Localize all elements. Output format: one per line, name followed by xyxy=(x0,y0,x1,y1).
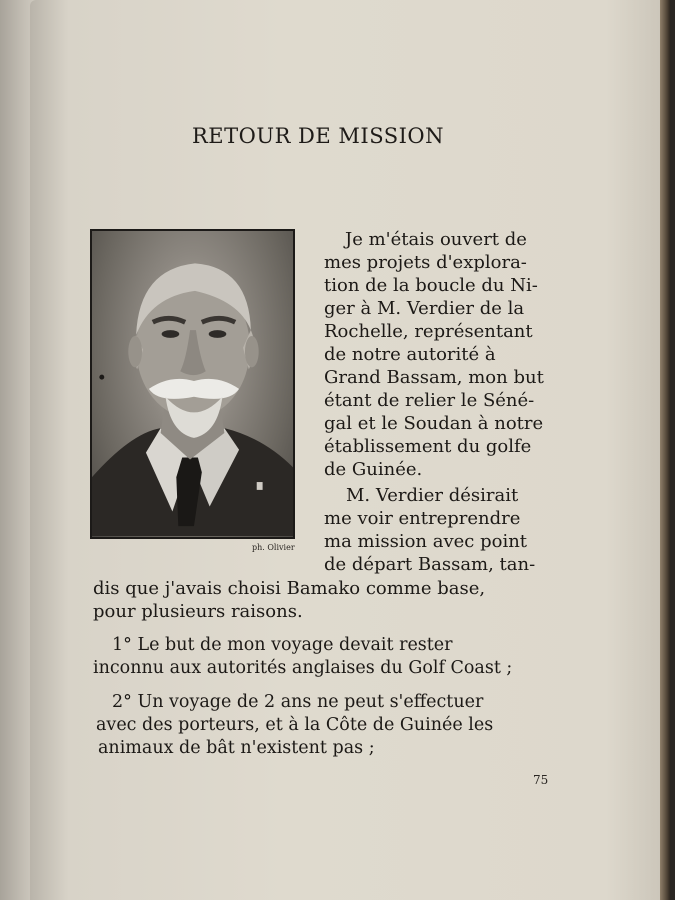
photo-caption: ph. Olivier xyxy=(252,543,295,552)
text-line: animaux de bât n'existent pas ; xyxy=(98,738,375,758)
text-line: pour plusieurs raisons. xyxy=(93,601,303,622)
text-line: dis que j'avais choisi Bamako comme base, xyxy=(93,578,486,599)
text-line: gal et le Soudan à notre xyxy=(324,413,544,434)
text-line: 2° Un voyage de 2 ans ne peut s'effectuer xyxy=(112,692,484,712)
text-line: ma mission avec point xyxy=(324,531,528,552)
text-line: Je m'étais ouvert de xyxy=(345,229,527,250)
page-number: 75 xyxy=(533,773,549,787)
chapter-title: RETOUR DE MISSION xyxy=(192,124,444,148)
text-line: mes projets d'explora- xyxy=(324,252,527,273)
page-edge-shadow xyxy=(660,0,670,900)
text-line: de départ Bassam, tan- xyxy=(324,554,536,575)
text-line: 1° Le but de mon voyage devait rester xyxy=(112,635,453,655)
text-line: Grand Bassam, mon but xyxy=(324,367,544,388)
text-line: inconnu aux autorités anglaises du Golf Coast ; xyxy=(93,658,513,678)
text-line: de Guinée. xyxy=(324,459,423,480)
text-line: de notre autorité à xyxy=(324,344,496,365)
text-line: étant de relier le Séné- xyxy=(324,390,535,411)
text-line: avec des porteurs, et à la Côte de Guinée les xyxy=(96,715,494,735)
text-line: M. Verdier désirait xyxy=(346,485,519,506)
text-line: tion de la boucle du Ni- xyxy=(324,275,538,296)
text-line: Rochelle, représentant xyxy=(324,321,533,342)
text-line: me voir entreprendre xyxy=(324,508,521,529)
text-line: établissement du golfe xyxy=(324,436,532,457)
portrait-photo xyxy=(90,229,295,539)
text-line: ger à M. Verdier de la xyxy=(324,298,525,319)
